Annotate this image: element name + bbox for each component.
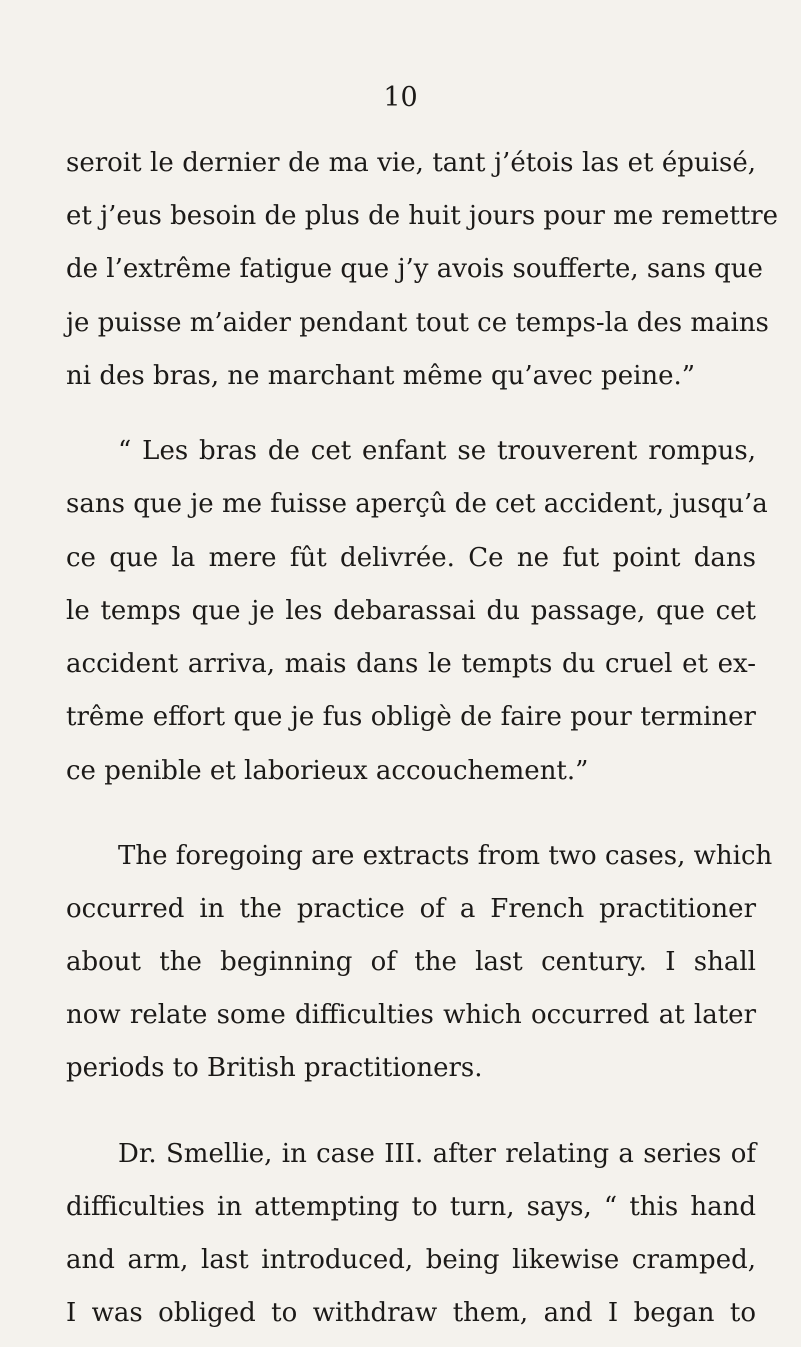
text-line: Dr. Smellie, in case III. after relating a series of — [118, 1139, 756, 1169]
text-line: ce penible et laborieux accouchement.” — [66, 756, 589, 786]
text-line: about the beginning of the last century. I shall — [66, 947, 756, 977]
text-line: trême effort que je fus obligè de faire pour terminer — [66, 702, 756, 732]
text-line: de l’extrême fatigue que j’y avois soufferte, sans que — [66, 254, 763, 284]
text-line: ce que la mere fût delivrée. Ce ne fut point dans — [66, 543, 756, 573]
text-line: seroit le dernier de ma vie, tant j’étois las et épuisé, — [66, 148, 756, 178]
text-line: je puisse m’aider pendant tout ce temps-la des mains — [66, 308, 769, 338]
text-line: periods to British practitioners. — [66, 1053, 483, 1083]
text-line: accident arriva, mais dans le tempts du cruel et ex- — [66, 649, 756, 679]
text-line: and arm, last introduced, being likewise cramped, — [66, 1245, 756, 1275]
text-line: et j’eus besoin de plus de huit jours pour me remettre — [66, 201, 779, 231]
text-line: sans que je me fuisse aperçû de cet accident, jusqu’a — [66, 489, 768, 519]
text-line: I was obliged to withdraw them, and I began to — [66, 1298, 756, 1328]
text-line: difficulties in attempting to turn, says, “ this hand — [66, 1192, 756, 1222]
text-line: ni des bras, ne marchant même qu’avec peine.” — [66, 361, 696, 391]
text-line: “ Les bras de cet enfant se trouverent rompus, — [118, 436, 756, 466]
text-line: now relate some difficulties which occurred at later — [66, 1000, 756, 1030]
text-line: The foregoing are extracts from two cases, which — [118, 841, 773, 871]
page-number: 10 — [383, 82, 418, 113]
text-line: occurred in the practice of a French practitioner — [66, 894, 756, 924]
text-line: le temps que je les debarassai du passage, que cet — [66, 596, 756, 626]
